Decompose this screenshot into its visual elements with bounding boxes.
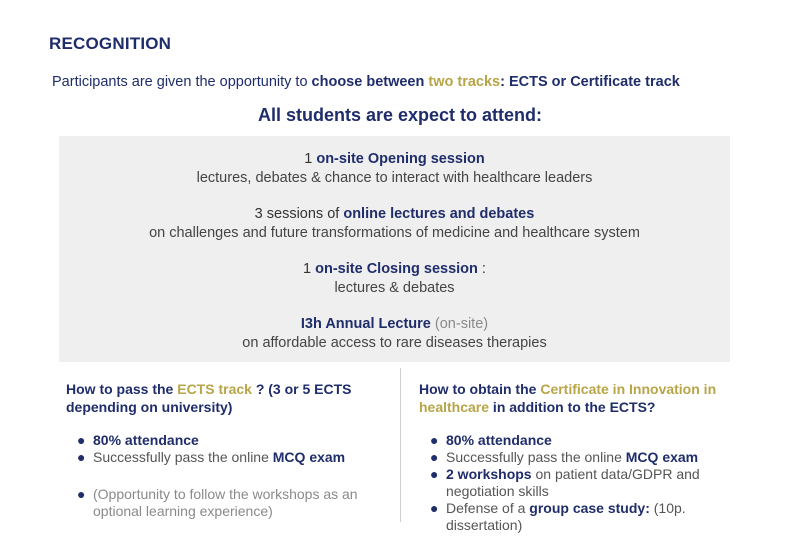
- workshops-label: 2 workshops: [446, 466, 532, 482]
- certificate-heading-prefix: How to obtain the: [419, 381, 541, 397]
- certificate-requirements: [419, 432, 739, 534]
- attend-heading: All students are expect to attend:: [257, 105, 543, 125]
- bullet-icon: ●: [77, 449, 86, 465]
- exam-prefix: Successfully pass the online: [93, 449, 273, 465]
- list-item: [419, 500, 739, 534]
- workshops-detail: on patient data/GDPR and negotiation skills: [446, 466, 700, 499]
- attendance-requirement: 80% attendance: [446, 432, 552, 448]
- certificate-track-column: [419, 380, 749, 533]
- ects-track-column: [66, 380, 386, 519]
- list-item: [419, 432, 739, 449]
- case-prefix: Defense of a: [446, 500, 530, 516]
- session-name: on-site Opening session: [316, 151, 485, 167]
- case-study-label: group case study:: [529, 500, 650, 516]
- session-note: (on-site): [430, 316, 489, 332]
- intro-choose: choose between: [311, 74, 425, 90]
- list-item: [66, 432, 386, 449]
- session-name: online lectures and debates: [343, 206, 535, 222]
- session-count: 1: [304, 151, 317, 167]
- list-item: [419, 449, 739, 466]
- session-annual-lecture: [59, 315, 730, 353]
- exam-label: MCQ exam: [625, 449, 699, 465]
- certificate-track-label: Certificate in Innovation in healthcare: [419, 381, 717, 415]
- session-description: lectures & debates: [334, 280, 455, 296]
- session-online: [59, 205, 730, 243]
- session-description: on affordable access to rare diseases therapies: [242, 335, 547, 351]
- column-divider: [400, 368, 401, 522]
- ects-requirements: [66, 432, 386, 466]
- session-name: on-site Closing session: [315, 261, 478, 277]
- intro-tracks: two tracks: [428, 74, 501, 90]
- attendance-requirement: 80% attendance: [93, 432, 199, 448]
- bullet-icon: ●: [77, 486, 86, 502]
- bullet-icon: ●: [430, 432, 439, 448]
- bullet-icon: ●: [430, 449, 439, 465]
- session-closing: [59, 260, 730, 298]
- session-after: :: [477, 261, 486, 277]
- list-item: [419, 466, 739, 500]
- list-item: [66, 486, 386, 520]
- ects-track-label: ECTS track: [177, 381, 252, 397]
- exam-label: MCQ exam: [272, 449, 346, 465]
- session-count: 3 sessions of: [254, 206, 344, 222]
- list-item: [66, 449, 386, 466]
- session-opening: [59, 150, 730, 188]
- bullet-icon: ●: [430, 466, 439, 482]
- case-study-detail: (10p. dissertation): [446, 500, 686, 533]
- certificate-heading: [419, 380, 749, 416]
- bullet-icon: ●: [77, 432, 86, 448]
- ects-optional: [66, 486, 386, 520]
- intro-prefix: Participants are given the opportunity to: [52, 74, 312, 90]
- certificate-heading-suffix: in addition to the ECTS?: [489, 399, 656, 415]
- optional-workshops: (Opportunity to follow the workshops as an optional learning experience): [93, 486, 358, 519]
- ects-heading-prefix: How to pass the: [66, 381, 178, 397]
- page-title: RECOGNITION: [49, 34, 172, 53]
- ects-heading: [66, 380, 386, 416]
- session-count: 1: [303, 261, 316, 277]
- intro-text: [52, 74, 680, 90]
- bullet-icon: ●: [430, 500, 439, 516]
- intro-suffix: : ECTS or Certificate track: [500, 74, 680, 90]
- ects-heading-suffix: ? (3 or 5 ECTS depending on university): [66, 381, 352, 415]
- session-name: I3h Annual Lecture: [300, 316, 431, 332]
- session-description: lectures, debates & chance to interact with healthcare leaders: [196, 170, 593, 186]
- exam-prefix: Successfully pass the online: [446, 449, 626, 465]
- session-description: on challenges and future transformations of medicine and healthcare system: [149, 225, 640, 241]
